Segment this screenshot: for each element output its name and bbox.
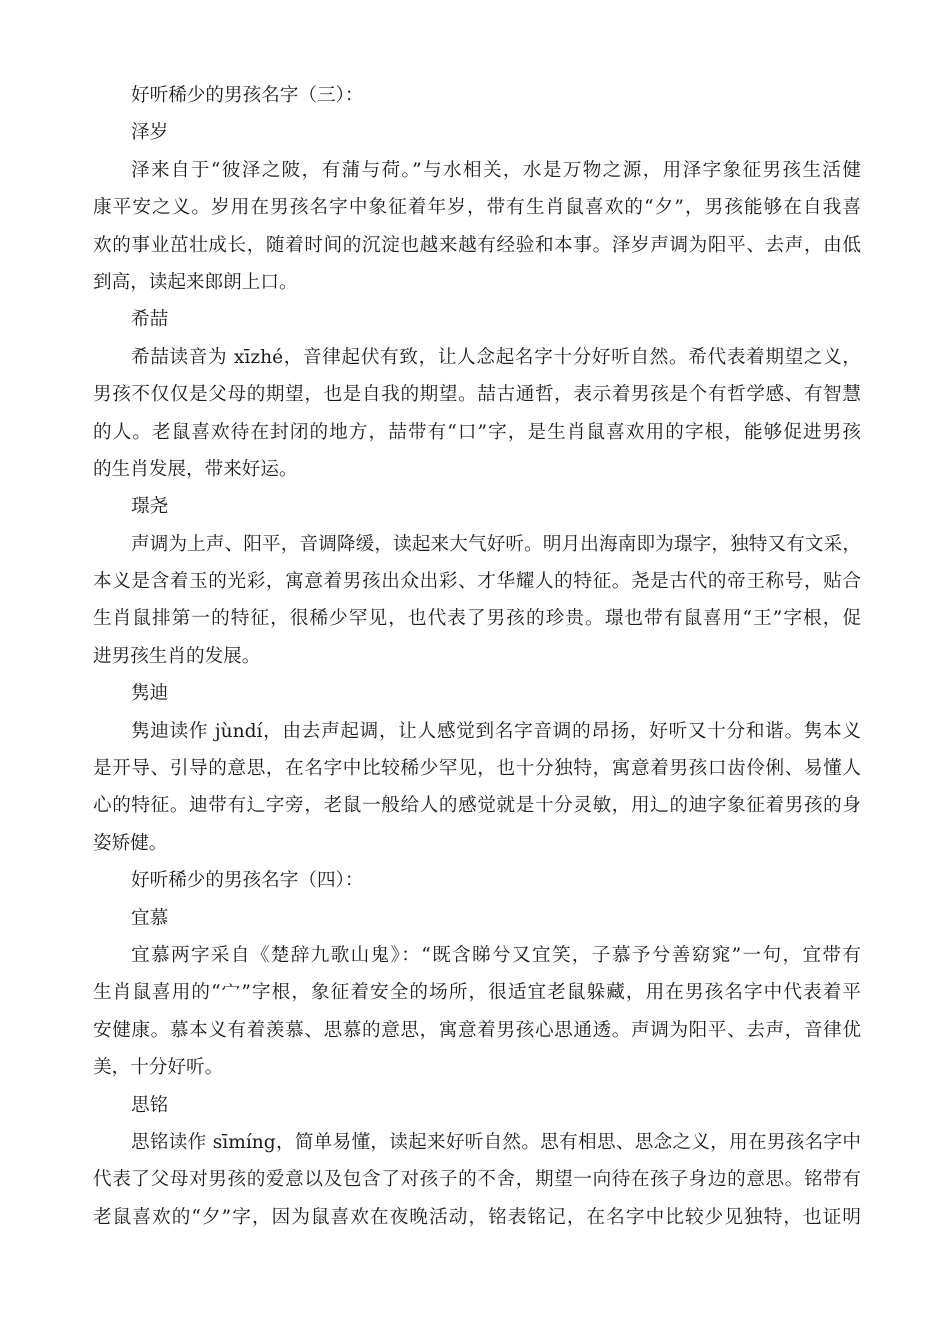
text-line: 隽迪读作 jùndí，由去声起调，让人感觉到名字音调的昂扬，好听又十分和谐。隽本义 [131, 720, 861, 742]
text-line: 的人。老鼠喜欢待在封闭的地方，喆带有“口”字，是生肖鼠喜欢用的字根，能够促进男孩 [93, 421, 861, 443]
paragraph [93, 152, 861, 302]
name-title [93, 675, 861, 712]
name-title [93, 488, 861, 525]
text-line: 泽岁 [131, 122, 169, 144]
document-page [93, 77, 861, 1236]
text-line: 进男孩生肖的发展。 [93, 645, 261, 667]
name-title [93, 114, 861, 151]
paragraph [93, 713, 861, 863]
text-line: 姿矫健。 [93, 832, 168, 854]
text-line: 泽来自于“彼泽之陂，有蒲与荷。”与水相关，水是万物之源，用泽字象征男孩生活健 [131, 159, 861, 181]
text-line: 希喆 [131, 309, 169, 331]
paragraph [93, 937, 861, 1087]
text-line: 思铭读作 sīmíng，简单易懂，读起来好听自然。思有相思、思念之义，用在男孩名字中 [131, 1131, 861, 1153]
section-heading [93, 77, 861, 114]
text-line: 宜慕两字采自《楚辞九歌山鬼》：“既含睇兮又宜笑，子慕予兮善窈窕”一句，宜带有 [131, 944, 861, 966]
name-title [93, 301, 861, 338]
name-title [93, 900, 861, 937]
text-line: 心的特征。迪带有辶字旁，老鼠一般给人的感觉就是十分灵敏，用辶的迪字象征着男孩的身 [93, 795, 861, 817]
text-line: 男孩不仅仅是父母的期望，也是自我的期望。喆古通哲，表示着男孩是个有哲学感、有智慧 [93, 384, 861, 406]
paragraph [93, 339, 861, 489]
text-line: 隽迪 [131, 683, 169, 705]
text-line: 好听稀少的男孩名字（三）： [131, 85, 364, 106]
text-line: 到高，读起来郎朗上口。 [93, 271, 298, 293]
text-line: 好听稀少的男孩名字（四）： [131, 870, 364, 892]
paragraph [93, 1124, 861, 1236]
text-line: 生肖鼠喜用的“宀”字根，象征着安全的场所，很适宜老鼠躲藏，用在男孩名字中代表着平 [93, 982, 861, 1004]
paragraph [93, 526, 861, 676]
text-line: 老鼠喜欢的“夕”字，因为鼠喜欢在夜晚活动，铭表铭记，在名字中比较少见独特，也证明 [93, 1206, 861, 1228]
text-line: 的生肖发展，带来好运。 [93, 458, 298, 480]
text-line: 安健康。慕本义有着羡慕、思慕的意思，寓意着男孩心思通透。声调为阳平、去声，音律优 [93, 1019, 861, 1041]
text-line: 康平安之义。岁用在男孩名字中象征着年岁，带有生肖鼠喜欢的“夕”，男孩能够在自我喜 [93, 197, 861, 219]
name-title [93, 1087, 861, 1124]
text-line: 是开导、引导的意思，在名字中比较稀少罕见，也十分独特，寓意着男孩口齿伶俐、易懂人 [93, 758, 861, 780]
text-line: 思铭 [131, 1094, 169, 1116]
section-heading [93, 862, 861, 899]
text-line: 美，十分好听。 [93, 1057, 224, 1079]
text-line: 希喆读音为 xīzhé，音律起伏有致，让人念起名字十分好听自然。希代表着期望之义， [131, 346, 861, 368]
text-line: 本义是含着玉的光彩，寓意着男孩出众出彩、才华耀人的特征。尧是古代的帝王称号，贴合 [93, 571, 861, 593]
text-line: 生肖鼠排第一的特征，很稀少罕见，也代表了男孩的珍贵。璟也带有鼠喜用“王”字根，促 [93, 608, 861, 630]
text-line: 欢的事业茁壮成长，随着时间的沉淀也越来越有经验和本事。泽岁声调为阳平、去声，由低 [93, 234, 861, 256]
text-line: 代表了父母对男孩的爱意以及包含了对孩子的不舍，期望一向待在孩子身边的意思。铭带有 [93, 1169, 861, 1191]
text-line: 声调为上声、阳平，音调降缓，读起来大气好听。明月出海南即为璟字，独特又有文采， [131, 533, 861, 555]
text-line: 璟尧 [131, 496, 169, 518]
text-line: 宜慕 [131, 907, 169, 929]
